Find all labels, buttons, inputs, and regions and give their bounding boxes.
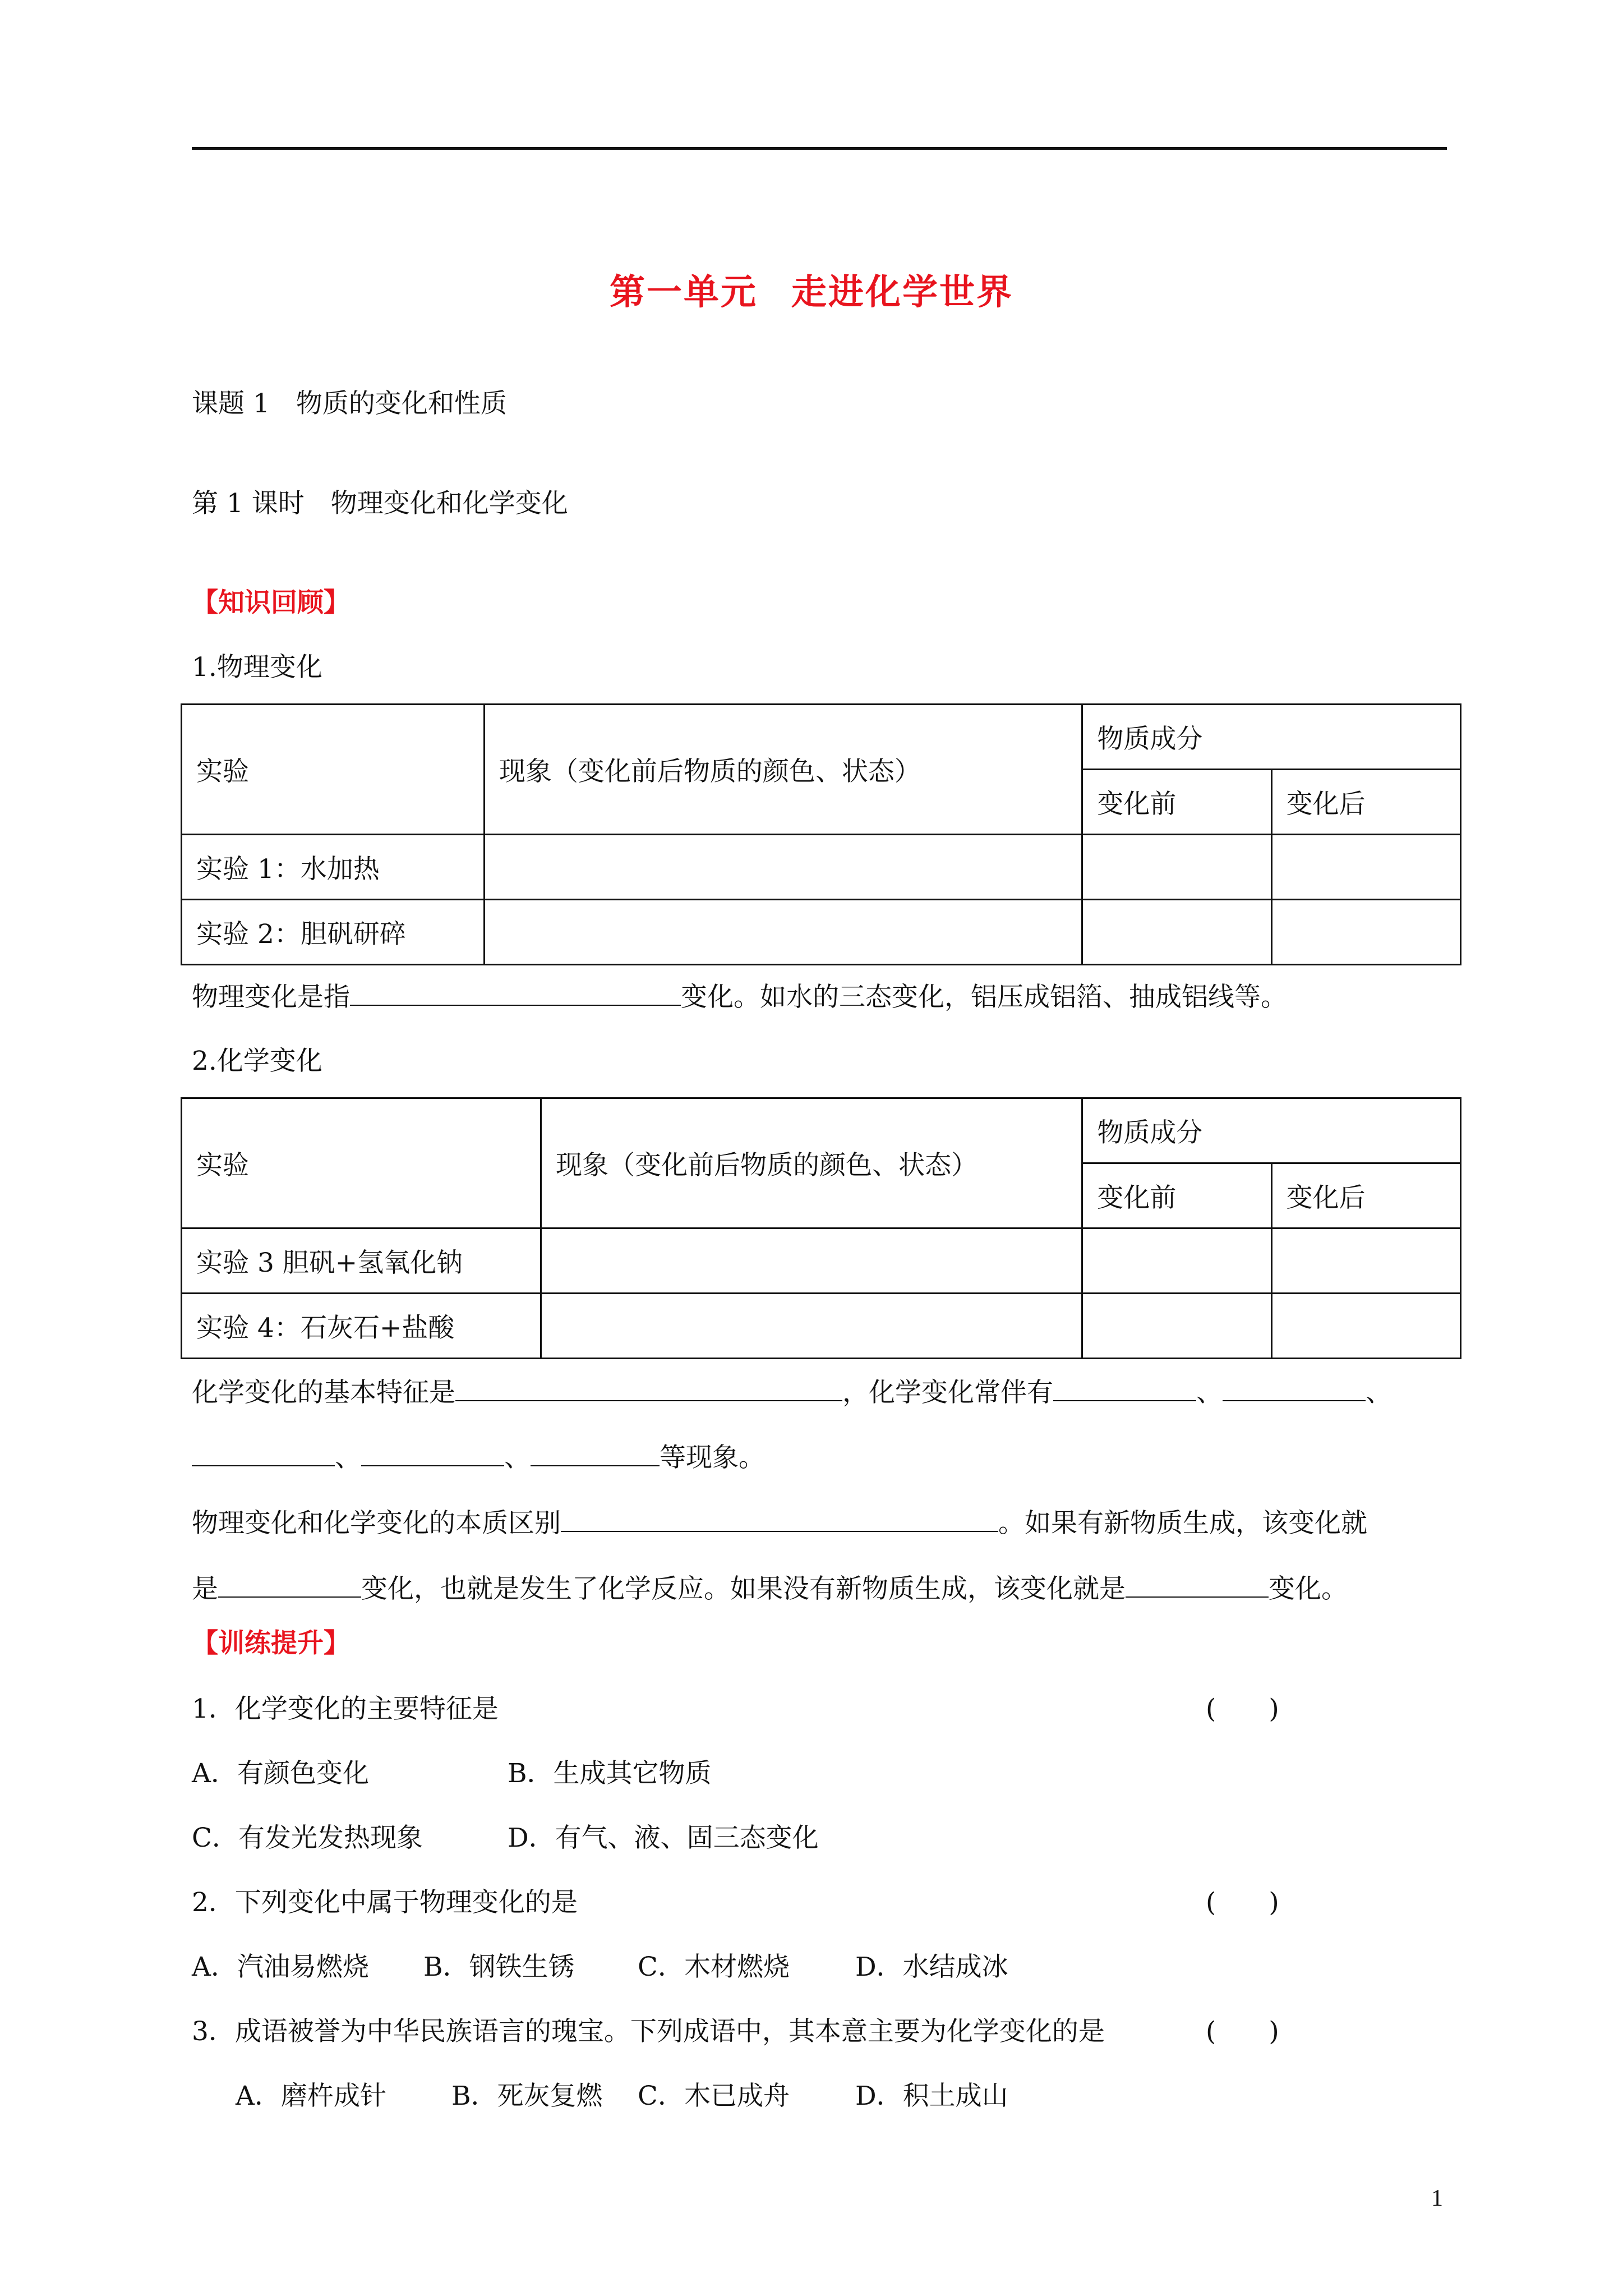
table-cell (1271, 900, 1460, 965)
table-cell (1082, 900, 1271, 965)
question-2-stem: 2．下列变化中属于物理变化的是 (192, 1887, 578, 1918)
option[interactable]: A．汽油易燃烧 (192, 1952, 369, 1982)
option[interactable]: D．有气、液、固三态变化 (508, 1823, 819, 1853)
fill-blank[interactable] (531, 1441, 660, 1466)
table-header-after: 变化后 (1271, 1163, 1460, 1228)
table-row-label: 实验 4：石灰石+盐酸 (182, 1294, 541, 1359)
option[interactable]: A．磨杵成针 (236, 2081, 386, 2111)
table-cell (484, 835, 1082, 900)
physical-change-table (181, 703, 1461, 965)
table-row-label: 实验 1：水加热 (182, 835, 485, 900)
essential-difference-line2: 是 变化，也就是发生了化学反应。如果没有新物质生成，该变化就是 变化。 (192, 1572, 1348, 1606)
question-1-stem: 1．化学变化的主要特征是 (192, 1694, 499, 1724)
essential-difference-line1: 物理变化和化学变化的本质区别 。如果有新物质生成，该变化就 (192, 1506, 1367, 1540)
option[interactable]: D．积土成山 (855, 2081, 1008, 2111)
fill-blank[interactable] (361, 1441, 504, 1466)
table-header-before: 变化前 (1082, 1163, 1271, 1228)
table-header-experiment: 实验 (182, 1098, 541, 1228)
table-row-label: 实验 2：胆矾研碎 (182, 900, 485, 965)
table-row-label: 实验 3 胆矾+氢氧化钠 (182, 1228, 541, 1294)
fill-blank[interactable] (455, 1375, 842, 1401)
fill-blank[interactable] (192, 1441, 335, 1466)
question-3-stem: 3．成语被誉为中华民族语言的瑰宝。下列成语中，其本意主要为化学变化的是 (192, 2016, 1105, 2047)
physical-definition: 物理变化是指 变化。如水的三态变化，铝压成铝箔、抽成铝线等。 (192, 980, 1287, 1014)
page-number: 1 (1431, 2185, 1443, 2211)
table-cell (1082, 1228, 1271, 1294)
table-header-after: 变化后 (1271, 770, 1460, 835)
option[interactable]: B．生成其它物质 (508, 1758, 712, 1789)
option[interactable]: C．木材燃烧 (638, 1952, 790, 1982)
fill-blank[interactable] (350, 980, 681, 1006)
answer-paren[interactable]: ( ) (1206, 1694, 1279, 1724)
option[interactable]: A．有颜色变化 (192, 1758, 369, 1789)
lesson-heading: 课题 1 物质的变化和性质 (192, 388, 507, 419)
table-cell (1271, 835, 1460, 900)
table-cell (1271, 1228, 1460, 1294)
table-cell (1082, 835, 1271, 900)
table-header-before: 变化前 (1082, 770, 1271, 835)
table-header-composition: 物质成分 (1082, 705, 1461, 770)
option[interactable]: C．木已成舟 (638, 2081, 790, 2111)
fill-blank[interactable] (561, 1506, 998, 1532)
fill-blank[interactable] (218, 1572, 361, 1598)
period-heading: 第 1 课时 物理变化和化学变化 (192, 488, 568, 519)
training-heading: 【训练提升】 (192, 1628, 350, 1659)
section-physical: 1.物理变化 (192, 652, 322, 683)
table-cell (1271, 1294, 1460, 1359)
header-rule (192, 147, 1447, 150)
unit-title: 第一单元 走进化学世界 (610, 272, 1013, 312)
option[interactable]: B．死灰复燃 (451, 2081, 603, 2111)
table-cell (541, 1294, 1082, 1359)
fill-blank[interactable] (1053, 1375, 1196, 1401)
fill-blank[interactable] (1126, 1572, 1269, 1598)
table-cell (541, 1228, 1082, 1294)
option[interactable]: B．钢铁生锈 (423, 1952, 575, 1982)
option[interactable]: D．水结成冰 (855, 1952, 1008, 1982)
section-chemical: 2.化学变化 (192, 1046, 322, 1076)
chemical-change-table (181, 1097, 1461, 1359)
chemical-features-line1: 化学变化的基本特征是 ，化学变化常伴有 、 、 (192, 1375, 1392, 1410)
chemical-features-line2: 、 、 等现象。 (192, 1441, 765, 1475)
table-header-phenomenon: 现象（变化前后物质的颜色、状态） (484, 705, 1082, 835)
table-header-experiment: 实验 (182, 705, 485, 835)
table-cell (484, 900, 1082, 965)
table-cell (1082, 1294, 1271, 1359)
answer-paren[interactable]: ( ) (1206, 1887, 1279, 1918)
review-heading: 【知识回顾】 (192, 587, 350, 618)
answer-paren[interactable]: ( ) (1206, 2016, 1279, 2047)
option[interactable]: C．有发光发热现象 (192, 1823, 423, 1853)
table-header-composition: 物质成分 (1082, 1098, 1461, 1163)
table-header-phenomenon: 现象（变化前后物质的颜色、状态） (541, 1098, 1082, 1228)
fill-blank[interactable] (1223, 1375, 1366, 1401)
